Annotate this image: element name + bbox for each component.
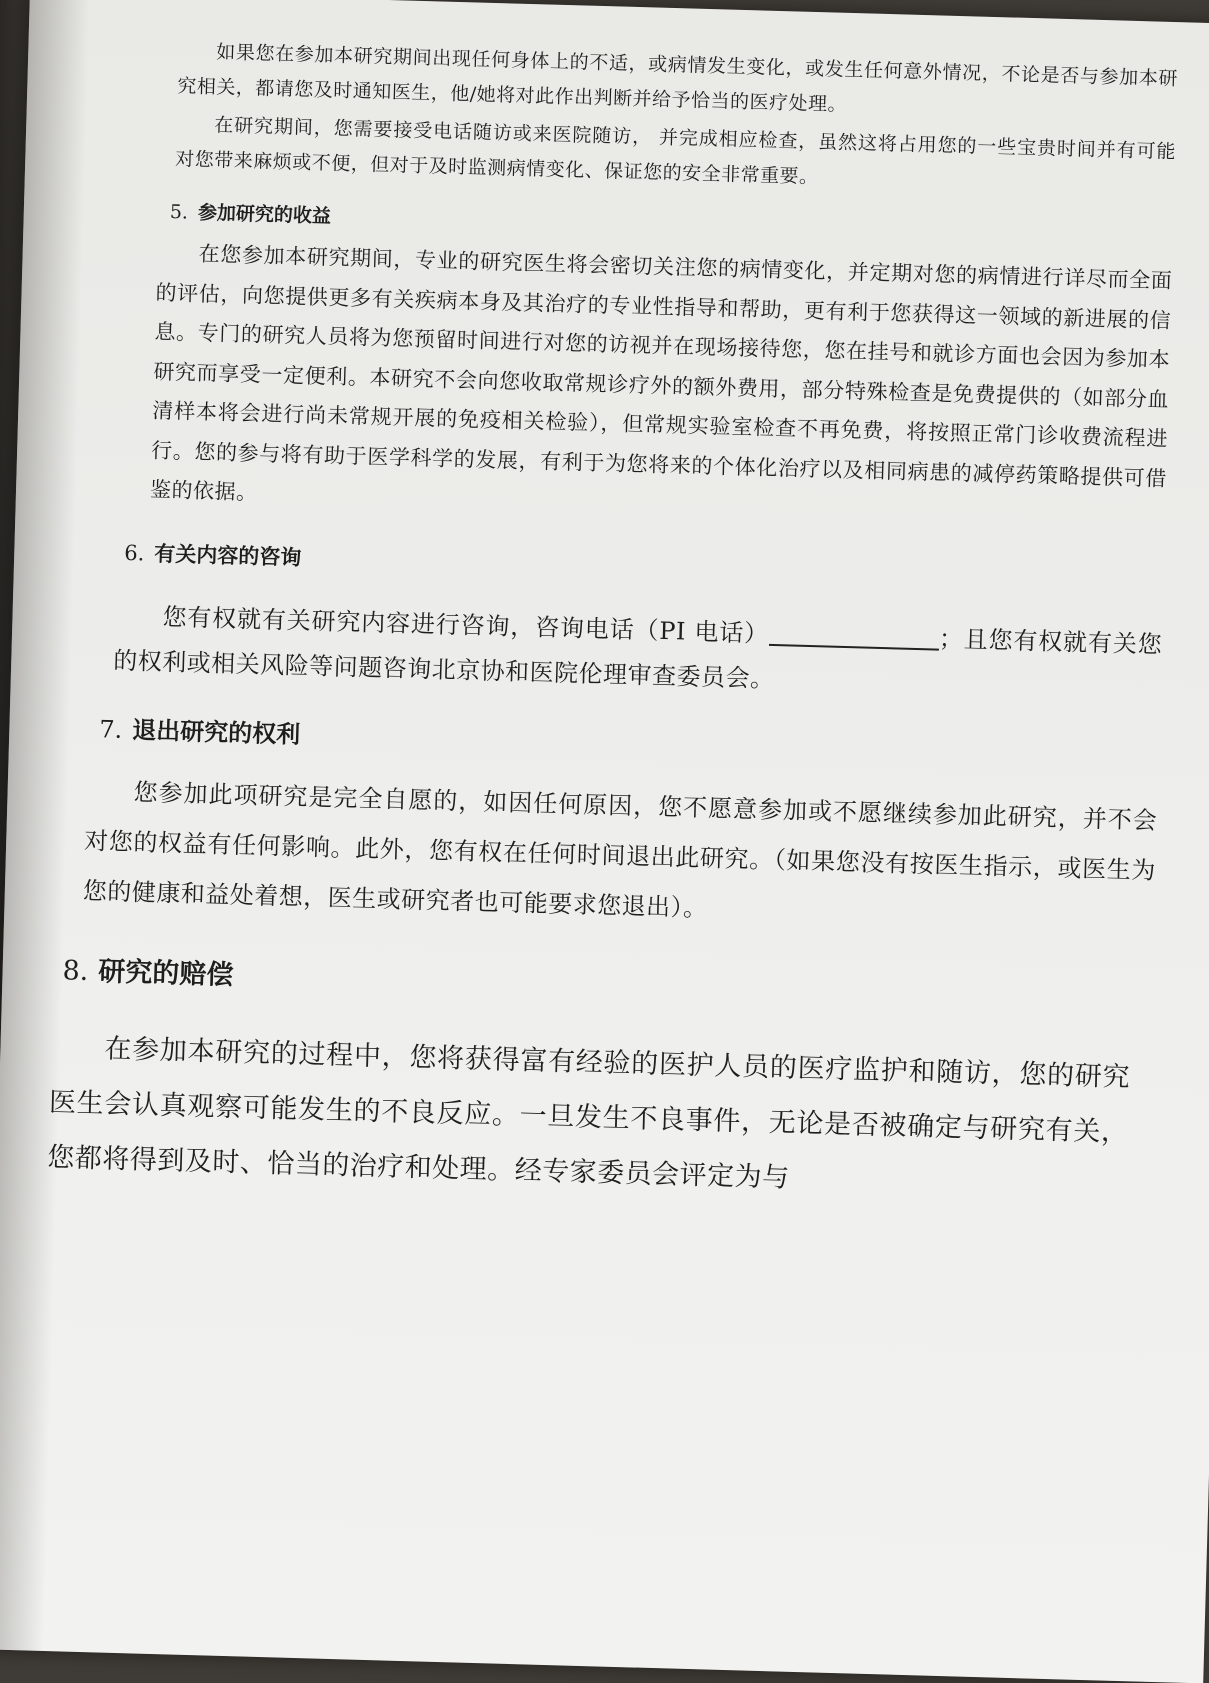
section6-heading bbox=[124, 533, 1165, 600]
section4-paragraph-2: 在研究期间，您需要接受电话随访或来医院随访， 并完成相应检查，虽然这将占用您的一些宝贵时间并有可能对您带来麻烦或不便，但对于及时监测病情变化、保证您的安全非常重要。 bbox=[175, 114, 1177, 189]
document-content bbox=[46, 34, 1179, 1215]
section5-title: 参加研究的收益 bbox=[197, 201, 332, 228]
section5-number: 5. bbox=[169, 200, 189, 224]
section6-title: 有关内容的咨询 bbox=[154, 541, 302, 570]
section8-number: 8. bbox=[62, 954, 89, 987]
section7-number: 7. bbox=[99, 714, 123, 744]
section8-paragraph-1: 在参加本研究的过程中，您将获得富有经验的医护人员的医疗监护和随访，您的研究医生会认真观察可能发生的不良反应。一旦发生不良事件，无论是否被确定与研究有关，您都将得到及时、恰当的治疗和处理。经专家委员会评定为与 bbox=[46, 1032, 1131, 1194]
section5-paragraph-1: 在您参加本研究期间，专业的研究医生将会密切关注您的病情变化，并定期对您的病情进行详尽而全面的评估，向您提供更多有关疾病本身及其治疗的专业性指导和帮助，更有利于您获得这一领域的新进展的信息。专门的研究人员将为您预留时间进行对您的访视并在现场接待您，您在挂号和就诊方面也会因为参加本研究而享受一定便利。本研究不会向您收取常规诊疗外的额外费用，部分特殊检查是免费提供的（如部分血清样本将会进行尚未常规开展的免疫相关检验），但常规实验室检查不再免费，将按照正常门诊收费流程进行。您的参与将有助于医学科学的发展，有利于为您将来的个体化治疗以及相同病患的减停药策略提供可借鉴的依据。 bbox=[149, 241, 1173, 505]
consult-text-before: 您有权就有关研究内容进行咨询，咨询电话（PI 电话） bbox=[162, 602, 770, 648]
section6-paragraph-1 bbox=[113, 593, 1163, 712]
section7-paragraph-1: 您参加此项研究是完全自愿的，如因任何原因，您不愿意参加或不愿继续参加此研究，并不会对您的权益有任何影响。此外，您有权在任何时间退出此研究。（如果您没有按医生指示，或医生为您的健康和益处着想，医生或研究者也可能要求您退出）。 bbox=[82, 777, 1158, 922]
section7-title: 退出研究的权利 bbox=[131, 715, 301, 749]
section6-number: 6. bbox=[123, 540, 145, 565]
section4-paragraph-1: 如果您在参加本研究期间出现任何身体上的不适，或病情发生变化，或发生任何意外情况，不论是否与参加本研究相关，都请您及时通知医生，他/她将对此作出判断并给予恰当的医疗处理。 bbox=[177, 41, 1179, 116]
section8-heading bbox=[62, 945, 1153, 1026]
pi-phone-blank bbox=[769, 619, 940, 650]
consult-text-after: ；且您有权就有关您的权利或相关风险等问题咨询北京协和医院伦理审查委员会。 bbox=[112, 624, 1163, 693]
section8-title: 研究的赔偿 bbox=[97, 955, 234, 991]
